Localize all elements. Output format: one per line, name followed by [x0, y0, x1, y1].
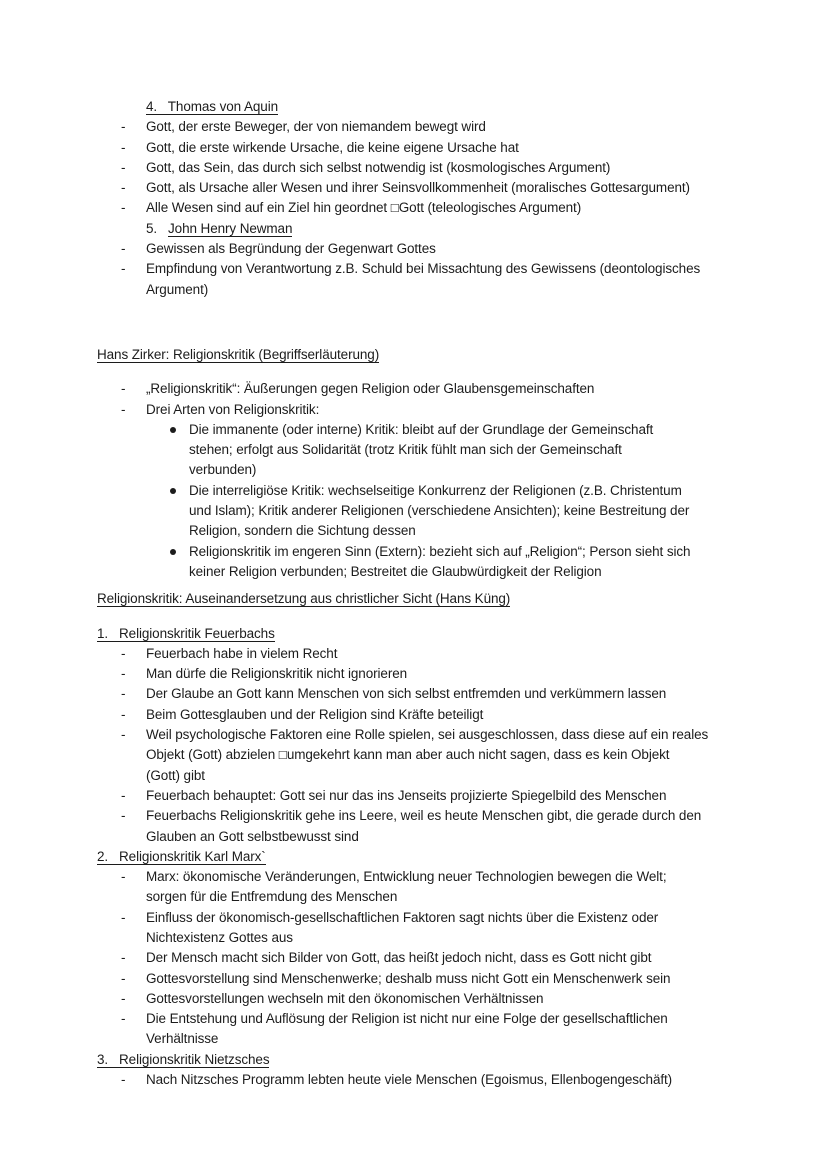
list-line-text: Nach Nitzsches Programm lebten heute viele Menschen (Egoismus, Ellenbogengeschäft) — [146, 1072, 673, 1088]
dash-list-line — [97, 664, 744, 684]
dash-list-line — [97, 786, 744, 806]
dash-marker: - — [121, 119, 126, 135]
dash-list-line — [97, 908, 744, 928]
list-line-text: Marx: ökonomische Veränderungen, Entwicklung neuer Technologien bewegen die Welt; — [146, 869, 667, 885]
dash-list-line — [97, 644, 744, 664]
dash-list-line — [97, 280, 744, 300]
list-line-text: verbunden) — [189, 462, 257, 478]
section-heading-text: Religionskritik: Auseinandersetzung aus christlicher Sicht (Hans Küng) — [97, 591, 511, 607]
numbered-heading — [97, 847, 744, 867]
dash-list-line — [97, 745, 744, 765]
dash-list-line — [97, 989, 744, 1009]
numbered-heading — [97, 219, 744, 239]
numbered-heading-label: Religionskritik Karl Marx` — [119, 848, 266, 864]
dash-marker: - — [121, 990, 126, 1006]
dash-marker: - — [121, 401, 126, 417]
vertical-spacer — [97, 610, 744, 624]
list-line-text: Man dürfe die Religionskritik nicht ignorieren — [146, 666, 408, 682]
dash-marker: - — [121, 727, 126, 743]
list-line-text: Gottesvorstellungen wechseln mit den ökonomischen Verhältnissen — [146, 990, 544, 1006]
list-line-text: Weil psychologische Faktoren eine Rolle spielen, sei ausgeschlossen, dass diese auf ein reales — [146, 727, 709, 743]
dash-marker: - — [121, 241, 126, 257]
bullet-list-line — [97, 460, 744, 480]
dash-marker: - — [121, 645, 126, 661]
bullet-list-line — [97, 501, 744, 521]
dash-list-line — [97, 1009, 744, 1029]
bullet-list-line — [97, 542, 744, 562]
numbered-heading-label: Religionskritik Nietzsches — [119, 1051, 270, 1067]
dash-marker: - — [121, 200, 126, 216]
bullet-list-line — [97, 562, 744, 582]
dash-list-line — [97, 1070, 744, 1090]
list-line-text: „Religionskritik“: Äußerungen gegen Religion oder Glaubensgemeinschaften — [146, 381, 595, 397]
list-line-text: Objekt (Gott) abzielen □umgekehrt kann man aber auch nicht sagen, dass es kein Objekt — [146, 747, 670, 763]
dash-list-line — [97, 178, 744, 198]
list-line-text: stehen; erfolgt aus Solidarität (trotz Kritik fühlt man sich der Gemeinschaft — [189, 442, 622, 458]
list-line-text: Der Mensch macht sich Bilder von Gott, das heißt jedoch nicht, dass es Gott nicht gibt — [146, 950, 652, 966]
list-line-text: Alle Wesen sind auf ein Ziel hin geordnet □Gott (teleologisches Argument) — [146, 200, 582, 216]
dash-list-line — [97, 138, 744, 158]
vertical-spacer — [97, 300, 744, 345]
dash-marker: - — [121, 180, 126, 196]
dash-list-line — [97, 259, 744, 279]
numbered-heading-underline — [97, 849, 266, 865]
dash-marker: - — [121, 808, 126, 824]
list-line-text: Gott, das Sein, das durch sich selbst notwendig ist (kosmologisches Argument) — [146, 159, 611, 175]
numbered-heading — [97, 1050, 744, 1070]
dash-list-line — [97, 969, 744, 989]
list-line-text: Gott, als Ursache aller Wesen und ihrer Seinsvollkommenheit (moralisches Gottesargument) — [146, 180, 690, 196]
list-line-text: Einfluss der ökonomisch-gesellschaftlichen Faktoren sagt nichts über die Existenz oder — [146, 909, 659, 925]
list-line-text: Die interreligiöse Kritik: wechselseitige Konkurrenz der Religionen (z.B. Christentum — [189, 482, 682, 498]
dash-list-line — [97, 705, 744, 725]
dash-list-line — [97, 887, 744, 907]
dash-list-line — [97, 928, 744, 948]
list-line-text: Religion, sondern die Sichtung dessen — [189, 523, 416, 539]
dash-marker: - — [121, 381, 126, 397]
dash-marker: - — [121, 666, 126, 682]
dash-list-line — [97, 948, 744, 968]
list-line-text: Gott, der erste Beweger, der von niemandem bewegt wird — [146, 119, 486, 135]
list-line-text: Religionskritik im engeren Sinn (Extern): bezieht sich auf „Religion“; Person sieht sich — [189, 543, 691, 559]
list-line-text: Die Entstehung und Auflösung der Religion ist nicht nur eine Folge der gesellschaftlichen — [146, 1011, 668, 1027]
list-line-text: Verhältnisse — [146, 1031, 219, 1047]
list-line-text: Feuerbachs Religionskritik gehe ins Leere, weil es heute Menschen gibt, die gerade durch den — [146, 808, 702, 824]
bullet-list-line — [97, 440, 744, 460]
list-line-text: Empfindung von Verantwortung z.B. Schuld bei Missachtung des Gewissens (deontologisches — [146, 261, 701, 277]
list-line-text: Feuerbach habe in vielem Recht — [146, 645, 338, 661]
dash-list-line — [97, 379, 744, 399]
numbered-heading-label: John Henry Newman — [168, 220, 293, 236]
numbered-heading-label: Thomas von Aquin — [167, 99, 278, 114]
numbered-heading-number: 5. — [146, 220, 158, 236]
dash-list-line — [97, 158, 744, 178]
numbered-heading-underline — [146, 99, 278, 115]
dash-list-line — [97, 684, 744, 704]
dash-marker: - — [121, 869, 126, 885]
numbered-heading-label: Religionskritik Feuerbachs — [119, 625, 275, 641]
numbered-heading — [97, 97, 744, 117]
numbered-heading-number: 1. — [97, 625, 109, 641]
list-line-text: Der Glaube an Gott kann Menschen von sich selbst entfremden und verkümmern lassen — [146, 686, 667, 702]
numbered-heading — [97, 624, 744, 644]
numbered-heading-number: 2. — [97, 848, 109, 864]
dash-marker: - — [121, 950, 126, 966]
numbered-heading-number: 3. — [97, 1051, 109, 1067]
vertical-spacer — [97, 582, 744, 589]
list-line-text: Feuerbach behauptet: Gott sei nur das ins Jenseits projizierte Spiegelbild des Menschen — [146, 787, 667, 803]
list-line-text: Drei Arten von Religionskritik: — [146, 401, 320, 417]
bullet-marker — [170, 549, 176, 555]
dash-marker: - — [121, 787, 126, 803]
dash-list-line — [97, 1029, 744, 1049]
dash-list-line — [97, 239, 744, 259]
dash-list-line — [97, 867, 744, 887]
numbered-heading-underline — [97, 626, 275, 642]
dash-marker: - — [121, 139, 126, 155]
dash-marker: - — [121, 909, 126, 925]
list-line-text: Beim Gottesglauben und der Religion sind Kräfte beteiligt — [146, 706, 484, 722]
list-line-text: Glauben an Gott selbstbewusst sind — [146, 828, 359, 844]
list-line-text: Die immanente (oder interne) Kritik: bleibt auf der Grundlage der Gemeinschaft — [189, 421, 654, 437]
bullet-list-line — [97, 481, 744, 501]
list-line-text: keiner Religion verbunden; Bestreitet die Glaubwürdigkeit der Religion — [189, 563, 602, 579]
list-line-text: Gottesvorstellung sind Menschenwerke; deshalb muss nicht Gott ein Menschenwerk sein — [146, 970, 671, 986]
dash-list-line — [97, 198, 744, 218]
section-heading-text: Hans Zirker: Religionskritik (Begriffserläuterung) — [97, 346, 380, 362]
bullet-list-line — [97, 420, 744, 440]
dash-list-line — [97, 766, 744, 786]
bullet-marker — [170, 427, 176, 433]
numbered-heading-number: 4. — [146, 99, 158, 114]
dash-list-line — [97, 117, 744, 137]
dash-marker: - — [121, 1072, 126, 1088]
vertical-spacer — [97, 365, 744, 379]
list-line-text: Gewissen als Begründung der Gegenwart Gottes — [146, 241, 436, 257]
dash-marker: - — [121, 261, 126, 277]
list-line-text: Nichtexistenz Gottes aus — [146, 929, 293, 945]
dash-marker: - — [121, 159, 126, 175]
dash-list-line — [97, 806, 744, 826]
dash-marker: - — [121, 686, 126, 702]
section-heading — [97, 589, 744, 609]
bullet-list-line — [97, 521, 744, 541]
list-line-text: und Islam); Kritik anderer Religionen (verschiedene Ansichten); keine Bestreitung der — [189, 503, 690, 519]
dash-list-line — [97, 725, 744, 745]
dash-list-line — [97, 400, 744, 420]
dash-marker: - — [121, 706, 126, 722]
dash-marker: - — [121, 970, 126, 986]
list-line-text: Argument) — [146, 281, 209, 297]
list-line-text: sorgen für die Entfremdung des Menschen — [146, 889, 398, 905]
dash-list-line — [97, 827, 744, 847]
bullet-marker — [170, 488, 176, 494]
list-line-text: Gott, die erste wirkende Ursache, die keine eigene Ursache hat — [146, 139, 519, 155]
dash-marker: - — [121, 1011, 126, 1027]
list-line-text: (Gott) gibt — [146, 767, 205, 783]
numbered-heading-underline — [97, 1052, 269, 1068]
section-heading — [97, 345, 744, 365]
